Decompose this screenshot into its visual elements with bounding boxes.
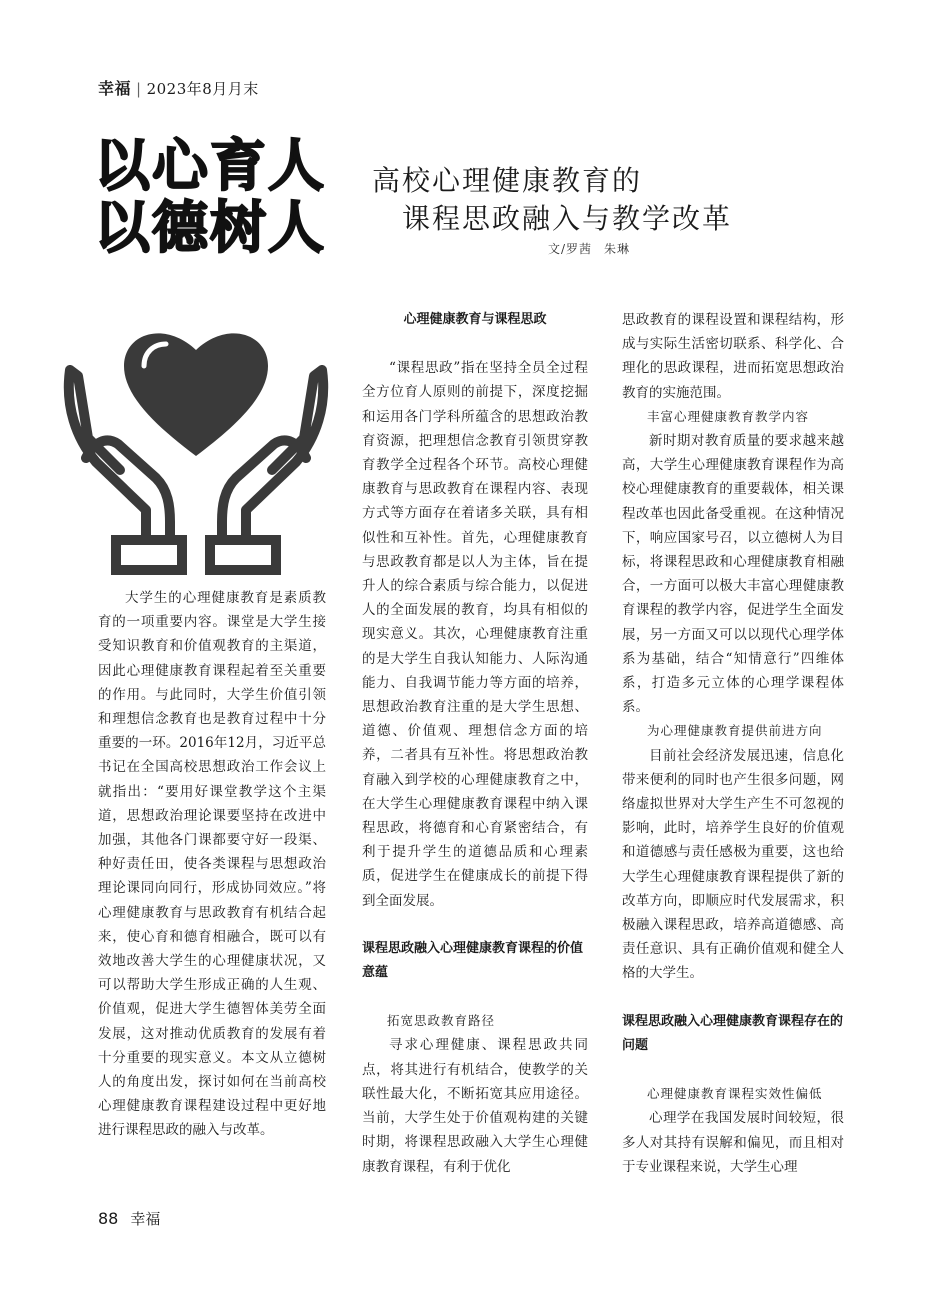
column-title-line2: 以德树人	[94, 196, 326, 261]
header-issue-date: 2023年8月月末	[146, 80, 259, 98]
subheading-enrich-content: 丰富心理健康教育教学内容	[647, 408, 810, 424]
article-title-line1: 高校心理健康教育的	[372, 164, 643, 197]
paragraph-broaden-path: 寻求心理健康、课程思政共同点，将其进行有机结合，使教学的关联性最大化，不断拓宽其应用途径。当前，大学生处于价值观构建的关键时期，将课程思政融入大学生心理健康教育课程，有利于优化	[362, 1037, 588, 1175]
column-right	[622, 308, 844, 1179]
column-title-line1: 以心育人	[94, 134, 326, 199]
byline	[548, 240, 630, 257]
intro-paragraph: 大学生的心理健康教育是素质教育的一项重要内容。课堂是大学生接受知识教育和价值观教育的主渠道，因此心理健康教育课程起着至关重要的作用。与此同时，大学生价值引领和理想信念教育也是教育过程中十分重要的一环。2016年12月，习近平总书记在全国高校思想政治工作会议上就指出：“要用好课堂教学这个主渠道，思想政治理论课要坚持在改进中加强，其他各门课都要守好一段渠、种好责任田，使各类课程与思想政治理论课同向同行，形成协同效应。”将心理健康教育与思政教育有机结合起来，使心育和德育相融合，既可以有效地改善大学生的心理健康状况，又可以帮助大学生形成正确的人生观、价值观，促进大学生德智体美劳全面发展，这对推动优质教育的发展有着十分重要的现实意义。本文从立德树人的角度出发，探讨如何在当前高校心理健康教育课程建设过程中更好地进行课程思政的融入与改革。	[98, 590, 326, 1139]
byline-author2: 朱琳	[604, 242, 631, 256]
subheading-broaden-path: 拓宽思政教育路径	[387, 1013, 496, 1029]
heart-in-hands-icon	[60, 310, 332, 582]
header-separator: |	[136, 80, 142, 98]
right-cuff	[210, 540, 276, 570]
subheading-direction: 为心理健康教育提供前进方向	[647, 723, 823, 739]
column-middle	[362, 308, 588, 1179]
page-footer	[98, 1208, 160, 1229]
paragraph-enrich-content: 新时期对教育质量的要求越来越高，大学生心理健康教育课程作为高校心理健康教育的重要载体，相关课程改革也因此备受重视。在这种情况下，响应国家号召，以立德树人为目标，将课程思政和心理健康教育相融合，一方面可以极大丰富心理健康教育课程的教学内容，促进学生全面发展，另一方面又可以以现代心理学体系为基础，结合“知情意行”四维体系，打造多元立体的心理学课程体系。	[622, 433, 844, 716]
subheading-low-effectiveness: 心理健康教育课程实效性偏低	[647, 1086, 823, 1102]
header-magazine-name: 幸福	[98, 79, 132, 98]
section-heading-1: 心理健康教育与课程思政	[403, 312, 547, 327]
column-title	[94, 136, 324, 260]
page-number: 88	[98, 1209, 119, 1228]
section-heading-2: 课程思政融入心理健康教育课程的价值意蕴	[362, 940, 584, 981]
column-left	[98, 586, 326, 1143]
paragraph-direction: 目前社会经济发展迅速，信息化带来便利的同时也产生很多问题，网络虚拟世界对大学生产生不可忽视的影响，此时，培养学生良好的价值观和道德感与责任感极为重要，这也给大学生心理健康教育课程提供了新的改革方向，即顺应时代发展需求，积极融入课程思政，培养高道德感、高责任意识、具有正确价值观和健全人格的大学生。	[622, 747, 844, 982]
section-heading-3: 课程思政融入心理健康教育课程存在的问题	[622, 1013, 844, 1053]
article-title-line2: 课程思政融入与教学改革	[402, 202, 733, 235]
left-cuff	[116, 540, 182, 570]
byline-author1: 文/罗茜	[548, 242, 593, 256]
paragraph-low-effectiveness: 心理学在我国发展时间较短，很多人对其持有误解和偏见，而且相对于专业课程来说，大学生心理	[622, 1110, 844, 1175]
page-header	[98, 76, 259, 99]
paragraph-continued: 思政教育的课程设置和课程结构，形成与实际生活密切联系、科学化、合理化的思政课程，进而拓宽思想政治教育的实施范围。	[622, 312, 844, 401]
article-title	[372, 162, 732, 238]
footer-magazine-name: 幸福	[130, 1210, 161, 1228]
paragraph-course-ideology: “课程思政”指在坚持全员全过程全方位育人原则的前提下，深度挖掘和运用各门学科所蕴含的思想政治教育资源，把理想信念教育引领贯穿教育教学全过程各个环节。高校心理健康教育与思政教育在课程内容、表现方式等方面存在着诸多关联，具有相似性和互补性。首先，心理健康教育与思政教育都是以人为主体，旨在提升人的综合素质与综合能力，以促进人的全面发展的教育，均具有相似的现实意义。其次，心理健康教育注重的是大学生自我认知能力、人际沟通能力、自我调节能力等方面的培养，思想政治教育注重的是大学生思想、道德、价值观、理想信念方面的培养，二者具有互补性。将思想政治教育融入到学校的心理健康教育之中，在大学生心理健康教育课程中纳入课程思政，将德育和心育紧密结合，有利于提升学生的道德品质和心理素质，促进学生在健康成长的前提下得到全面发展。	[362, 360, 588, 909]
